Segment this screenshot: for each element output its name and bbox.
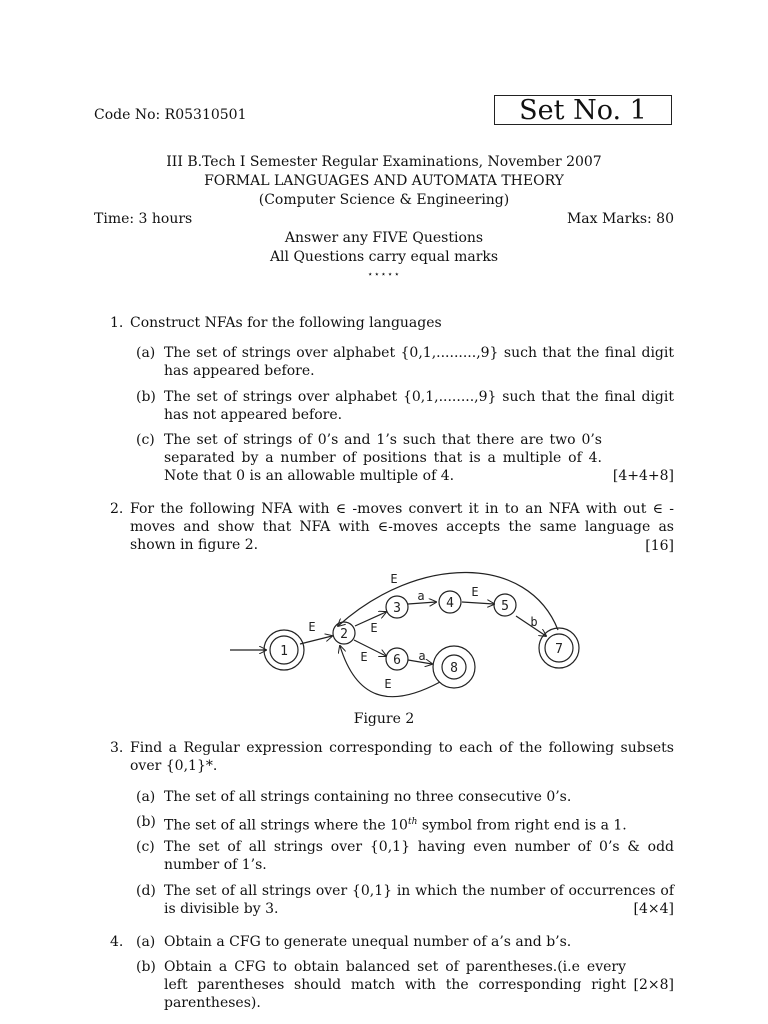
instruction-line-2: All Questions carry equal marks	[269, 249, 499, 265]
edge-label: E	[390, 572, 398, 586]
state-label: 1	[280, 644, 288, 659]
part-text: The set of strings over alphabet {0,1,.........,9} such that the final digit has appeared before.	[164, 345, 674, 379]
edge-4-5	[462, 602, 494, 604]
question-number: 3.	[110, 740, 124, 756]
edge-label: E	[384, 677, 392, 691]
part-label: (a)	[136, 934, 156, 950]
part-text: The set of all strings containing no three consecutive 0’s.	[164, 789, 572, 805]
edge-label: a	[417, 589, 425, 603]
edge-label: E	[360, 650, 368, 664]
part-text: The set of all strings over {0,1} having even number of 0’s & odd number of 1’s.	[164, 839, 674, 873]
state-label: 7	[555, 642, 563, 657]
question-text: For the following NFA with ∈ -moves convert it in to an NFA with out ∈ -moves and show that NFA with ∈-moves accepts the same language as shown in figure 2.	[130, 501, 674, 553]
state-label: 5	[501, 599, 509, 614]
state-label: 3	[393, 601, 401, 616]
state-label: 4	[446, 596, 454, 611]
time-allowed: Time: 3 hours	[94, 211, 193, 227]
question-number: 2.	[110, 501, 124, 517]
exam-title: III B.Tech I Semester Regular Examinations, November 2007	[166, 154, 602, 170]
part-text: The set of strings over alphabet {0,1,........,9} such that the final digit has not appeared before.	[164, 389, 674, 423]
instruction-line-1: Answer any FIVE Questions	[284, 230, 484, 246]
part-label: (c)	[136, 432, 155, 448]
question-number: 1.	[110, 315, 124, 331]
part-text: Obtain a CFG to generate unequal number of a’s and b’s.	[164, 934, 572, 950]
superscript: th	[407, 817, 418, 827]
question-3a	[136, 788, 674, 806]
edge-label: E	[471, 585, 479, 599]
part-text-start: The set of all strings where the 10	[164, 817, 408, 834]
part-label: (c)	[136, 839, 155, 855]
part-label: (a)	[136, 345, 156, 361]
state-label: 6	[393, 653, 401, 668]
part-label: (b)	[136, 814, 156, 830]
part-label: (b)	[136, 389, 156, 405]
part-text: The set of strings of 0’s and 1’s such that there are two 0’s separated by a number of positions that is a multiple of 4. Note that 0 is an allowable multiple of 4.	[164, 432, 602, 484]
part-label: (d)	[136, 883, 156, 899]
stars-divider: ⋆⋆⋆⋆⋆	[367, 270, 401, 280]
question-4a	[136, 933, 674, 951]
question-1a	[136, 344, 674, 380]
edge-label: E	[370, 621, 378, 635]
edge-label: a	[418, 649, 426, 663]
question-text: Construct NFAs for the following languages	[130, 315, 442, 331]
max-marks: Max Marks: 80	[566, 211, 674, 227]
question-2-marks: [16]	[645, 538, 674, 554]
question-4-marks: [2×8]	[633, 977, 674, 993]
nfa-diagram	[228, 560, 608, 706]
question-3-marks: [4×4]	[633, 901, 674, 917]
question-3b	[136, 813, 674, 835]
state-label: 2	[340, 627, 348, 642]
part-text-end: symbol from right end is a 1.	[417, 817, 627, 834]
edge-2-6	[354, 640, 386, 656]
part-label: (b)	[136, 959, 156, 975]
edge-label: E	[308, 620, 316, 634]
part-text: Obtain a CFG to obtain balanced set of parentheses.(i.e every left parentheses should match with the corresponding right parentheses).	[164, 959, 626, 1011]
part-text	[164, 813, 674, 835]
question-number: 4.	[110, 934, 124, 950]
part-text: The set of all strings over {0,1} in which the number of occurrences of is divisible by 3.	[164, 883, 674, 917]
question-1-marks: [4+4+8]	[612, 468, 674, 484]
figure-caption: Figure 2	[353, 711, 415, 727]
question-1	[110, 314, 674, 332]
question-text: Find a Regular expression corresponding to each of the following subsets over {0,1}*.	[130, 740, 674, 774]
subject-title: FORMAL LANGUAGES AND AUTOMATA THEORY	[204, 173, 564, 189]
question-3c	[136, 838, 674, 874]
part-label: (a)	[136, 789, 156, 805]
set-number-box: Set No. 1	[494, 95, 672, 125]
state-label: 8	[450, 661, 458, 676]
time-marks-row	[94, 210, 674, 228]
question-1b	[136, 388, 674, 424]
code-number: Code No: R05310501	[94, 107, 247, 123]
branch-title: (Computer Science & Engineering)	[258, 192, 510, 208]
edge-1-2	[300, 636, 332, 644]
edge-label: b	[530, 615, 538, 629]
question-3	[110, 739, 674, 775]
